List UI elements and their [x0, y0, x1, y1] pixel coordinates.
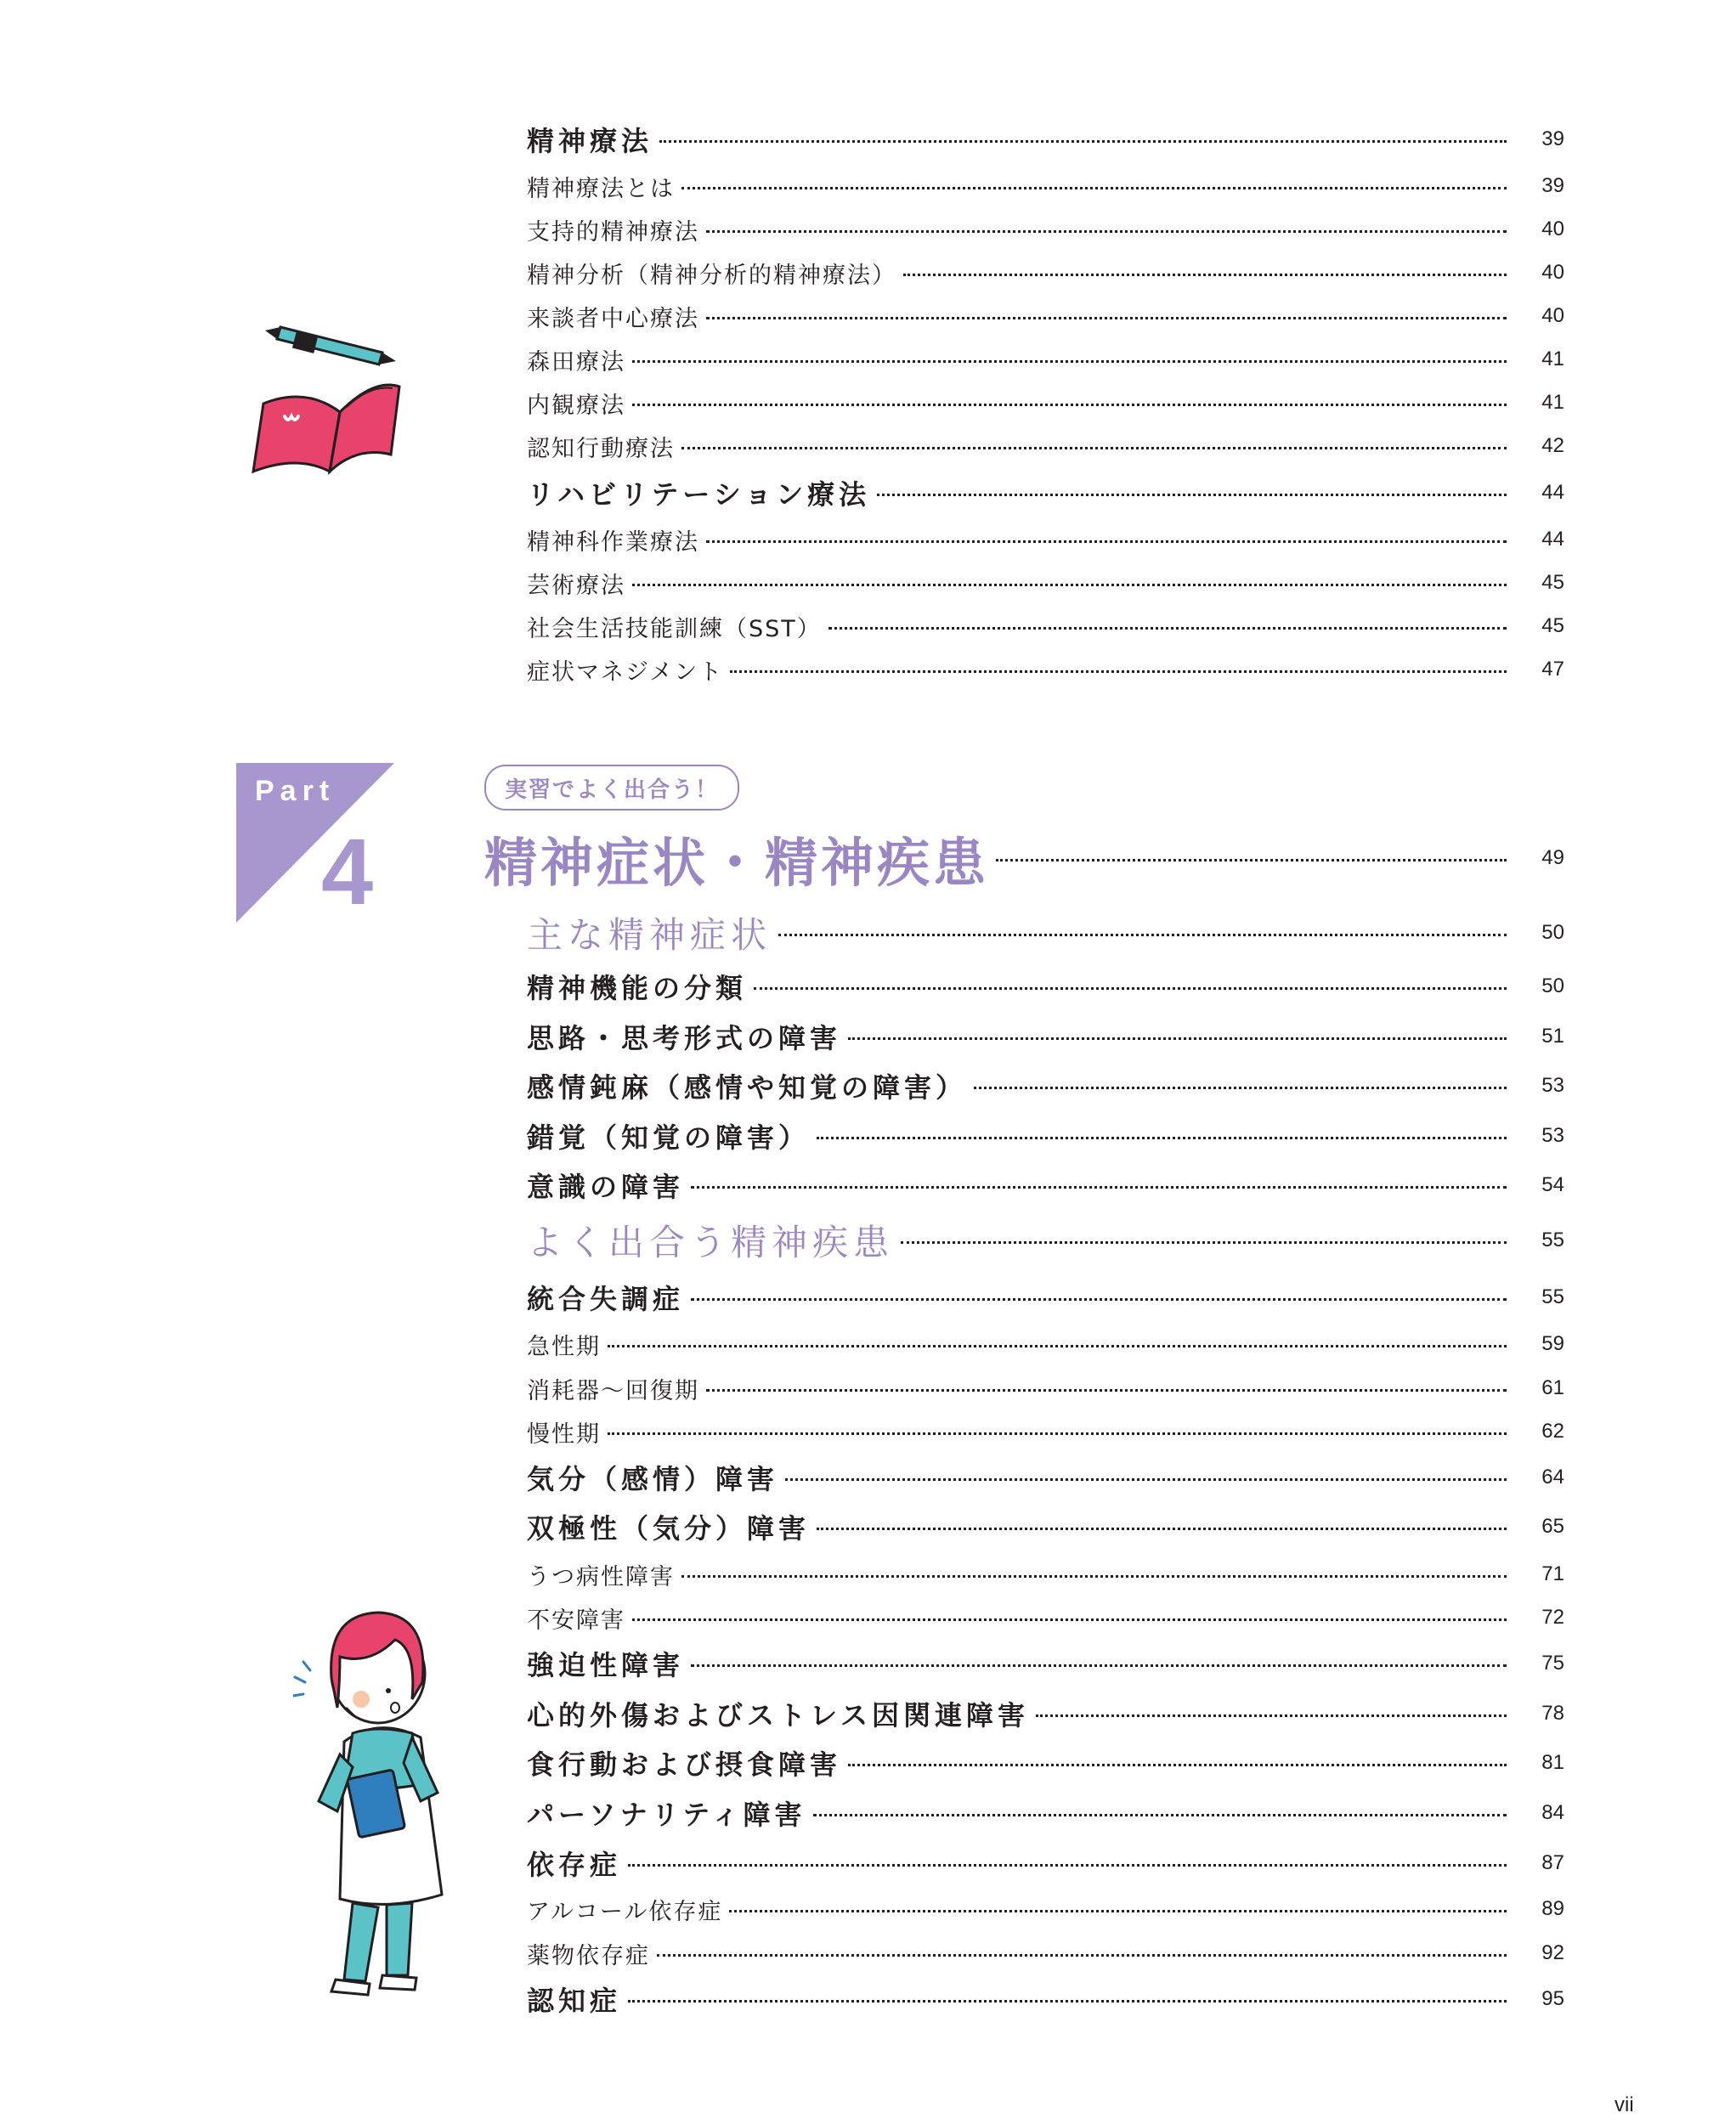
toc-entry-page: 45: [1541, 614, 1564, 637]
toc-entry-title: 認知症: [527, 1985, 622, 2017]
dot-leader: [848, 1764, 1507, 1766]
toc-entry-page: 61: [1541, 1376, 1564, 1399]
toc-entry-page: 84: [1541, 1801, 1564, 1824]
dot-leader: [828, 627, 1507, 630]
dot-leader: [901, 1241, 1507, 1244]
toc-entry-title: パーソナリティ障害: [527, 1799, 806, 1831]
toc-entry[interactable]: [527, 1456, 1564, 1499]
dot-leader: [691, 1298, 1507, 1301]
dot-leader: [817, 1528, 1507, 1530]
toc-entry-page: 92: [1541, 1941, 1564, 1964]
toc-entry-page: 62: [1541, 1420, 1564, 1443]
toc-entry-page: 65: [1541, 1515, 1564, 1538]
toc-entry[interactable]: [527, 1553, 1564, 1596]
toc-entry-title: 消耗器～回復期: [527, 1377, 699, 1404]
toc-entry-page: 40: [1541, 304, 1564, 327]
toc-entry-title: 精神療法: [527, 125, 653, 157]
toc-entry-page: 42: [1541, 434, 1564, 457]
toc-entry[interactable]: [527, 1888, 1564, 1930]
page-number: vii: [1614, 2093, 1634, 2116]
dot-leader: [848, 1037, 1507, 1040]
toc-entry[interactable]: [527, 965, 1564, 1008]
dot-leader: [729, 1910, 1507, 1912]
toc-entry-title: 症状マネジメント: [527, 658, 724, 686]
toc-entry[interactable]: [527, 1015, 1564, 1058]
toc-entry[interactable]: [527, 1505, 1564, 1548]
dot-leader: [754, 987, 1507, 990]
toc-entry-title: 心的外傷およびストレス因関連障害: [527, 1699, 1030, 1731]
dot-leader: [632, 1618, 1507, 1621]
dot-leader: [628, 2000, 1507, 2003]
toc-entry-title: 支持的精神療法: [527, 218, 699, 246]
toc-entry-title: 精神症状・精神疾患: [484, 831, 990, 894]
dot-leader: [608, 1345, 1507, 1347]
toc-entry-title: 精神機能の分類: [527, 972, 748, 1004]
toc-entry[interactable]: [527, 1115, 1564, 1157]
toc-entry-title: 主な精神症状: [527, 914, 772, 956]
dot-leader: [608, 1432, 1507, 1435]
dot-leader: [657, 1954, 1507, 1957]
toc-entry-page: 75: [1541, 1652, 1564, 1675]
toc-entry[interactable]: [527, 1367, 1564, 1409]
toc-entry[interactable]: [527, 1692, 1564, 1735]
dot-leader: [730, 670, 1507, 673]
toc-entry[interactable]: [527, 1842, 1564, 1884]
toc-entry[interactable]: [527, 1065, 1564, 1107]
dot-leader: [659, 140, 1507, 143]
toc-entry-title: 錯覚（知覚の障害）: [527, 1121, 811, 1154]
toc-entry-title: 依存症: [527, 1849, 622, 1881]
part-number: 4: [321, 820, 374, 924]
toc-entry[interactable]: [527, 1932, 1564, 1974]
toc-entry-page: 72: [1541, 1606, 1564, 1629]
toc-entry[interactable]: [527, 295, 1564, 337]
toc-entry-title: アルコール依存症: [527, 1898, 723, 1925]
toc-part-title[interactable]: [484, 824, 1564, 892]
toc-entry[interactable]: [527, 1596, 1564, 1639]
toc-entry-page: 95: [1541, 1987, 1564, 2010]
toc-entry[interactable]: [527, 251, 1564, 294]
dot-leader: [632, 360, 1507, 363]
toc-entry[interactable]: [527, 1642, 1564, 1685]
toc-entry-title: 双極性（気分）障害: [527, 1512, 811, 1545]
toc-entry-page: 40: [1541, 261, 1564, 284]
red-book-icon: [253, 385, 399, 472]
toc-entry[interactable]: [527, 381, 1564, 424]
dot-leader: [632, 584, 1507, 586]
toc-entry-title: 統合失調症: [527, 1283, 685, 1315]
toc-entry-title: 慢性期: [527, 1421, 601, 1448]
toc-entry[interactable]: [527, 1978, 1564, 2020]
toc-entry-title: 意識の障害: [527, 1171, 685, 1203]
toc-entry-page: 44: [1541, 528, 1564, 551]
toc-entry[interactable]: [527, 472, 1564, 514]
toc-entry-page: 78: [1541, 1702, 1564, 1725]
toc-entry-title: 芸術療法: [527, 572, 625, 599]
toc-entry-page: 45: [1541, 571, 1564, 594]
table-of-contents: [484, 0, 1564, 2124]
toc-section-heading[interactable]: [527, 907, 1564, 958]
toc-entry[interactable]: [527, 648, 1564, 691]
dot-leader: [817, 1137, 1507, 1139]
dot-leader: [628, 1864, 1507, 1867]
toc-entry-page: 39: [1541, 174, 1564, 197]
book-pen-illustration: [246, 319, 425, 480]
toc-entry-title: リハビリテーション療法: [527, 478, 871, 511]
toc-section-heading[interactable]: [527, 1215, 1564, 1266]
toc-entry-page: 55: [1541, 1229, 1564, 1251]
part-tag: 実習でよく出合う！: [484, 765, 739, 811]
toc-entry-title: 気分（感情）障害: [527, 1463, 779, 1495]
toc-entry-title: うつ病性障害: [527, 1563, 675, 1590]
toc-entry[interactable]: [527, 1742, 1564, 1784]
pen-icon: [265, 327, 396, 364]
toc-entry-title: 不安障害: [527, 1607, 625, 1634]
toc-entry[interactable]: [527, 605, 1564, 647]
dot-leader: [691, 1664, 1507, 1667]
toc-entry-page: 53: [1541, 1074, 1564, 1097]
toc-entry-page: 41: [1541, 391, 1564, 414]
dot-leader: [706, 540, 1507, 543]
toc-entry-page: 87: [1541, 1851, 1564, 1874]
toc-entry-page: 39: [1541, 127, 1564, 150]
toc-entry-title: 強迫性障害: [527, 1649, 685, 1681]
toc-entry[interactable]: [527, 1323, 1564, 1365]
dot-leader: [681, 447, 1507, 449]
toc-entry[interactable]: [527, 165, 1564, 207]
dot-leader: [1036, 1714, 1507, 1717]
toc-entry[interactable]: [527, 208, 1564, 251]
dot-leader: [877, 494, 1507, 496]
dot-leader: [778, 934, 1507, 936]
toc-entry-title: 認知行動療法: [527, 435, 675, 462]
toc-entry[interactable]: [527, 1792, 1564, 1834]
toc-entry[interactable]: [527, 562, 1564, 604]
toc-entry-page: 64: [1541, 1466, 1564, 1488]
toc-entry-page: 41: [1541, 347, 1564, 370]
toc-entry-title: 社会生活技能訓練（SST）: [527, 615, 822, 642]
toc-entry-title: 精神分析（精神分析的精神療法）: [527, 262, 896, 289]
toc-entry-page: 89: [1541, 1897, 1564, 1920]
dot-leader: [903, 274, 1507, 276]
toc-entry-page: 54: [1541, 1173, 1564, 1196]
dot-leader: [706, 1389, 1507, 1392]
part-label: Part: [255, 775, 336, 807]
toc-entry-title: 薬物依存症: [527, 1942, 650, 1969]
toc-entry-title: 食行動および摂食障害: [527, 1748, 842, 1781]
dot-leader: [632, 404, 1507, 406]
dot-leader: [706, 230, 1507, 233]
toc-entry-page: 53: [1541, 1124, 1564, 1147]
toc-entry-page: 47: [1541, 658, 1564, 681]
toc-entry-page: 51: [1541, 1025, 1564, 1048]
toc-entry[interactable]: [527, 518, 1564, 561]
toc-entry-title: 森田療法: [527, 348, 625, 376]
toc-entry-page: 40: [1541, 217, 1564, 240]
toc-entry[interactable]: [527, 1276, 1564, 1319]
dot-leader: [681, 1575, 1507, 1578]
toc-entry-page: 49: [1541, 846, 1564, 869]
dot-leader: [681, 187, 1507, 189]
toc-entry-page: 81: [1541, 1751, 1564, 1774]
toc-entry[interactable]: [527, 118, 1564, 161]
toc-entry-page: 59: [1541, 1332, 1564, 1355]
toc-entry-title: よく出合う精神疾患: [527, 1222, 895, 1263]
dot-leader: [706, 317, 1507, 319]
toc-entry-title: 来談者中心療法: [527, 305, 699, 332]
toc-entry[interactable]: [527, 338, 1564, 381]
toc-entry[interactable]: [527, 1410, 1564, 1453]
toc-entry-title: 感情鈍麻（感情や知覚の障害）: [527, 1071, 968, 1104]
toc-entry-page: 55: [1541, 1285, 1564, 1308]
toc-entry-title: 精神科作業療法: [527, 528, 699, 556]
toc-entry-page: 44: [1541, 481, 1564, 504]
nurse-reading-illustration: [293, 1589, 463, 2005]
dot-leader: [691, 1186, 1507, 1189]
toc-entry[interactable]: [527, 1164, 1564, 1206]
toc-entry[interactable]: [527, 425, 1564, 467]
dot-leader: [785, 1478, 1507, 1481]
toc-entry-title: 精神療法とは: [527, 175, 675, 202]
toc-entry-page: 50: [1541, 921, 1564, 944]
dot-leader: [813, 1814, 1507, 1816]
toc-entry-title: 思路・思考形式の障害: [527, 1022, 842, 1054]
toc-entry-page: 71: [1541, 1562, 1564, 1585]
toc-entry-title: 内観療法: [527, 392, 625, 419]
toc-entry-page: 50: [1541, 974, 1564, 997]
dot-leader: [974, 1087, 1507, 1089]
dot-leader: [996, 859, 1507, 861]
toc-entry-title: 急性期: [527, 1333, 601, 1360]
